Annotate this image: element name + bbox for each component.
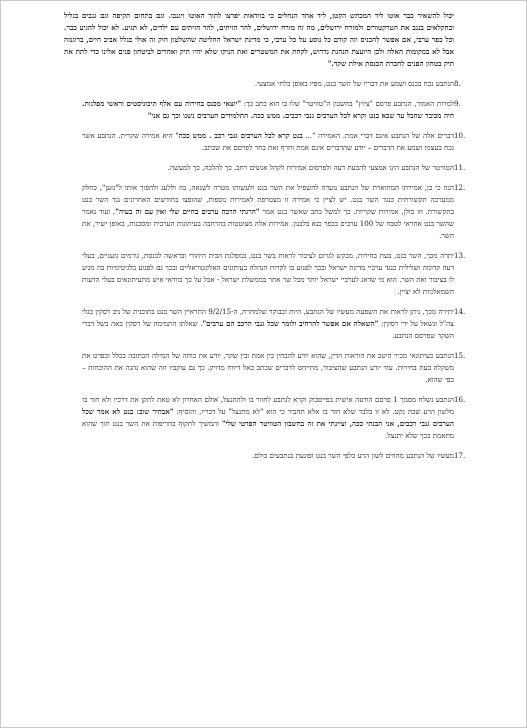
paragraph-text: [82, 306, 454, 342]
paragraph-text: [82, 450, 454, 462]
top-quote: יכול להשאיר כבר אוטו ליד המכתש הקטן, ליד אחד הנחלים כי בוודאות יפרצו לתוך האוטו ויגנבו. וגם בתחום תקיפה וגם גנבים בגליל ובחקלאים בנגב את הטרקטורים ולמזרח ירושלים, מה זה מזרח ירושלים, להר הזיתים, להר הזיתים עם ילדים, לא תגיע. לא יכול להגיע כבר. וכל כפר ערבי, אם אפשר להכניס וזה קודם כל נוסע על כל ערבי, כי מדינת ישראל החליטה שהשלטון חוק זה אולי בגלל אביב חיים, ברוגנזה אבל לא במקומות האלה ולכן היועצת הנהגת נדרוש, לקחת את המשטרים ואת הניקו שלא יהיו תיק ואחרים לביטחון פנים אלינו כדי לתת את תיק בטחון הפנים לחברת הכנסת אילת שקד.": [64, 11, 454, 68]
document-body: [64, 10, 480, 470]
paragraph-text: [82, 394, 454, 442]
paragraph-number: 16.: [454, 395, 466, 404]
paragraph-number: 12.: [454, 183, 466, 192]
bold-quote: "השאלה אם אפשר להרחיב ולומר שכל גנבי הרכב הם ערבים": [202, 319, 379, 328]
bold-quote: "הרגתי הרבה ערבים בחיים שלי ואין עם זה בעיה": [115, 207, 260, 216]
paragraph-number: 9.: [454, 99, 461, 108]
paragraph-text: [82, 350, 454, 386]
paragraph-text: [82, 182, 454, 242]
text-run: הנתבע כעיתונאי מכיר היטב את הוראות הדין, שהוא יודע להבחין בין אמת ובין שקר, יודע את כוחה של המילה הכתובה בכלל ובפרט את משקלה בעת בחירות. עוד יודע הנתבע שהציבור, מתייחס לדברים שכתב כאל דיווח מדויק. כך גם עוקביו וזה שהוא נהגה את ההוכחות – כפי שהוא.: [82, 351, 454, 384]
text-run: הנתבע נשלח מסמך 1 פרסם הודעה אישית בפייסבוק וקרא לנתבע לחזור בו ולהתנצל, אולם האחרון לא טאת לתקן את דרכיו ולא חזר בו מלשון הרע שבה נקט. לא זו בלבד שלא חזר בו אלא תהביר כי הוא "לא מתנצל" על דבריו, והוסיף:: [82, 395, 454, 416]
paragraph-number: 10.: [454, 131, 466, 140]
paragraph-text: [82, 162, 454, 174]
paragraph-list: [64, 78, 480, 462]
paragraph-16: [64, 394, 480, 442]
bold-quote: בנט קרא לכל הערבים גנבי רכב . ממש ככה: [178, 131, 303, 140]
paragraph-number: 14.: [454, 307, 466, 316]
bold-quote: "אבהיר שוב: בנט לא אמר שכל הערבים גנבי רכבים, אני הבנתי ככה, וציינתי את זה בחשבון הטוויטר הפרטי שלי": [82, 407, 454, 428]
paragraph-number: 13.: [454, 251, 466, 260]
text-run: הנה כי כן, אמירתו המתוארת של הנתבע נועדה להשפיל את השר בנט ולעשותו מטרה לשנאה, בוז וללעג ולהפוך אותו ל"גזען", כחלק ממערכה תקשורתית כנגד השר בנט. יש לציין כי אמירה זו מצטרפת לאמירות נוספות, שהופצו בחודשים האחרונים נגד השר בנט בתקשורת. וזו כולן, אמירות שקריות. כך למשל כתב שאשר בנט אמר: [82, 183, 454, 216]
text-run: הטוויטר של הנתבע הינו אמצעי להבעת דעה ולפרסום אמירות לקהל אנשים רחב. כך להלכה, כך למעשה.: [167, 163, 454, 172]
text-run: . שאלתו התמימה של רסקין באה בשל דברי השקר שפרסם הנתבע.: [82, 319, 454, 340]
paragraph-11: [64, 162, 480, 174]
paragraph-text: [82, 78, 454, 90]
paragraph-10: [64, 130, 480, 154]
paragraph-number: 11.: [454, 163, 466, 172]
paragraph-text: [82, 130, 454, 154]
paragraph-text: [82, 250, 454, 298]
text-run: למרות האמור, הנתבע פרסם "ציוץ" בחשבון ה"טוויטר" שלו בו הוא כתב כך:: [241, 99, 454, 108]
paragraph-17: [64, 450, 480, 462]
text-run: , ועוד נאמר שהשר בנט אחראי לטבח של 100 ערבים בכפר כנא בלבנון. אמירות אלה מצוטטות בהרחבה בעיתונות הערבית ומסכנות, באופן ישיר, את השר.: [82, 207, 454, 240]
paragraph-12: [64, 182, 480, 242]
text-run: דברים אלה של הנתבע אינם דברי אמת. האמירה "...: [302, 131, 454, 140]
paragraph-9: [64, 98, 480, 122]
text-run: מעשיו של הנתבע מהווים לשון הרע כלפי השר בנט ופוגעת בנתבעים כולם.: [252, 451, 454, 460]
paragraph-number: 8.: [454, 79, 461, 88]
paragraph-number: 17.: [454, 451, 466, 460]
paragraph-13: [64, 250, 480, 298]
text-run: " היא אמירה שקרית. הנתבע אשר נכח בעצמו ושמע את הדברים – יודע שהדברים אינם אמת וחרף זאת בחר לפרסם את שכתב.: [82, 131, 454, 152]
text-run: הנתבע נכח בכנס ושמע את דבריו של השר בנט, מפיו באופן בלתי אמצעי.: [254, 79, 454, 88]
text-run: יתירה מכך, ניתן לראות את השפעת מעשיו של הנתבע, היות ובבוקר שלמחרת, ה-9/2/15 התראיין השר בנט בתוכנית של ניב רסקין בגלי צה"ל ונשאל על ידי רסקין:: [82, 307, 454, 328]
paragraph-text: [82, 98, 454, 122]
paragraph-14: [64, 306, 480, 342]
bold-quote: "יוצאי מכנס בחירות עם אלף תיכוניסטים וראשי מפלגות. היה מכובד שהכל עד שבא בנט וקרא לכל הערבים גנבי רכבים. ממש ככה. התלמידים הערבים נשנו וכך גם אני": [82, 99, 454, 120]
paragraph-8: [64, 78, 480, 90]
paragraph-number: 15.: [454, 351, 466, 360]
text-run: והמשיך לתקוף בחריפות את השר בנט תוך שהוא מתאמת בכך שלא יתנצל.: [82, 419, 454, 440]
paragraph-15: [64, 350, 480, 386]
text-run: יתרה מכך, השר בנט, בעת בחירות, מבקש לגרום לציבור לראות בשר בנט, במפלגת הבית היהודי ובראשה לכנסת, גורמים גזעניים, בעלי דעה קדומה ושלילית כנגד ערביי מדינת ישראל ובכך לפגוע בו לקרות הנהלה בעיתונים האלקטוראליים ובכך גם לפגוע בלגיטימיות בה מגיע לו בציבור ואת השר. הוא מי שדאג לערביי ישראל יותר מכל שר אחר בממשלת ישראל - אבל על כך בוודאי איש מתעיתונאים בעלי הדעות השמאלניות לא יציין.: [82, 251, 454, 296]
